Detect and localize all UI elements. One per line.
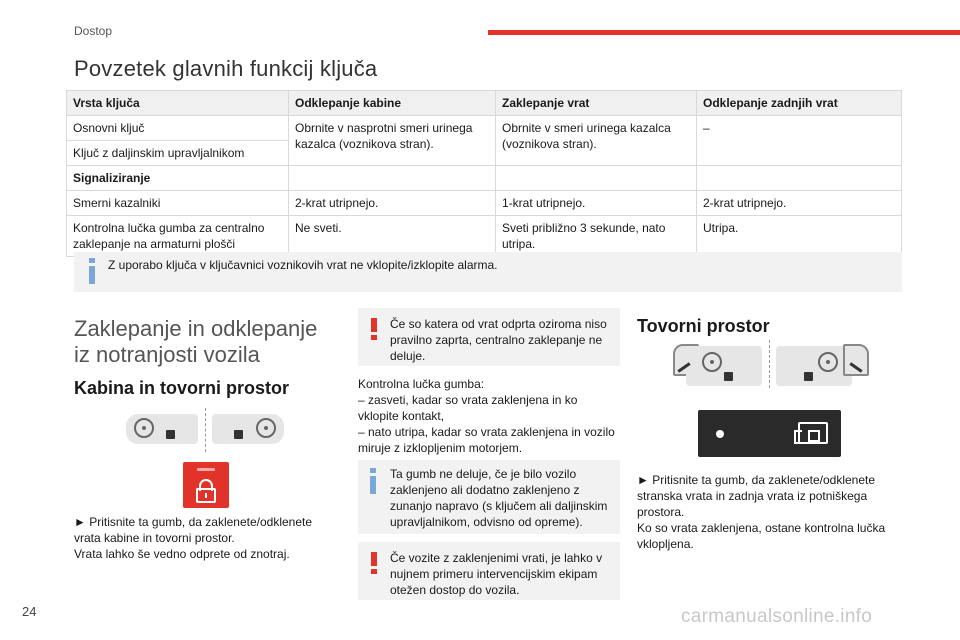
text-line: vrata kabine in tovorni prostor. [74,531,235,545]
table-cell: Smerni kazalniki [67,191,289,216]
text-line: ► Pritisnite ta gumb, da zaklenete/odklenete [74,515,313,529]
warning-note [358,308,620,366]
indicator-light [197,468,215,471]
text-line: Vrata lahko še vedno odprete od znotraj. [74,547,290,561]
warning-note [358,542,620,600]
table-row [67,216,902,257]
table-cell: Obrnite v smeri urinega kazalca (voznikova stran). [496,116,697,166]
warning-text: Če vozite z zaklenjenimi vrati, je lahko v nujnem primeru intervencijskim ekipam otežen dostop do vozila. [390,551,603,597]
table-subheading-cell: Signaliziranje [67,166,289,191]
info-icon [87,258,97,284]
table-cell: Ne sveti. [289,216,496,257]
text-line: stranska vrata in zadnja vrata iz potniškega [637,489,868,503]
dashboard-left-illustration [686,346,762,386]
table-cell: Utripa. [697,216,902,257]
table-cell: Sveti približno 3 sekunde, nato utripa. [496,216,697,257]
warning-icon [370,552,378,574]
warning-text: Če so katera od vrat odprta oziroma niso pravilno zaprta, centralno zaklepanje ne deluje. [390,317,607,363]
text-line: Kontrolna lučka gumba: [358,377,485,391]
subsection-title: Kabina in tovorni prostor [74,378,290,398]
table-cell: Ključ z daljinskim upravljalnikom [67,141,289,166]
key-functions-table [66,90,902,257]
section-title-line: Zaklepanje in odklepanje [74,316,318,341]
table-header-row [67,91,902,116]
side-door-right-illustration [843,344,869,376]
center-divider [769,340,770,388]
section-title-line: iz notranjosti vozila [74,342,260,367]
center-divider [205,408,206,452]
steering-wheel-icon [134,418,154,438]
table-header-cell: Odklepanje zadnjih vrat [697,91,902,116]
cargo-lock-button-illustration [698,410,841,457]
section-title [74,316,317,368]
info-icon [368,468,378,494]
lock-icon [804,372,813,381]
steering-wheel-icon [818,352,838,372]
dashboard-right-illustration [212,414,284,444]
table-cell: 2-krat utripnejo. [697,191,902,216]
page-number: 24 [22,604,37,619]
lock-icon [166,430,175,439]
table-cell: 1-krat utripnejo. [496,191,697,216]
table-cell: Kontrolna lučka gumba za centralno zaklepanje na armaturni plošči [67,216,289,257]
text-line: vklopljena. [637,537,694,551]
steering-wheel-icon [702,352,722,372]
steering-wheel-icon [256,418,276,438]
dashboard-left-illustration [126,414,198,444]
table-row [67,191,902,216]
section-header: Dostop [74,24,113,38]
cabin-instructions [74,514,344,562]
page-title: Povzetek glavnih funkcij ključa [74,56,378,81]
indicator-light [716,430,724,438]
table-header-cell: Odklepanje kabine [289,91,496,116]
subsection-title: Tovorni prostor [637,316,770,336]
warning-icon [370,318,378,340]
table-cell [697,166,902,191]
table-row [67,166,902,191]
info-note-text: Z uporabo ključa v ključavnici voznikovih vrat ne vklopite/izklopite alarma. [108,258,498,272]
header-accent-bar [488,30,960,35]
dashboard-right-illustration [776,346,852,386]
text-line: ► Pritisnite ta gumb, da zaklenete/odklenete [637,473,876,487]
table-cell [289,166,496,191]
watermark: carmanualsonline.info [681,606,873,627]
text-line: Ko so vrata zaklenjena, ostane kontrolna lučka [637,521,886,535]
table-header-cell: Vrsta ključa [67,91,289,116]
table-row [67,116,902,141]
lock-icon [724,372,733,381]
lock-icon [234,430,243,439]
text-line: – nato utripa, kadar so vrata zaklenjena in vozilo miruje z izklopljenim motorjem. [358,425,615,455]
text-line: – zasveti, kadar so vrata zaklenjena in ko vklopite kontakt, [358,393,578,423]
cargo-lock-icon [798,422,828,444]
table-cell: Obrnite v nasprotni smeri urinega kazalca (voznikova stran). [289,116,496,166]
indicator-description [358,376,620,456]
table-cell [496,166,697,191]
table-cell: Osnovni ključ [67,116,289,141]
table-header-cell: Zaklepanje vrat [496,91,697,116]
central-lock-button-illustration [183,462,229,508]
table-cell: – [697,116,902,166]
info-text: Ta gumb ne deluje, če je bilo vozilo zaklenjeno ali dodatno zaklenjeno z zunanjo napravo (s ključem ali daljinskim upravljalnikom, odvisno od opreme). [390,467,608,529]
cargo-instructions [637,472,907,552]
info-note [74,252,902,292]
table-cell: 2-krat utripnejo. [289,191,496,216]
info-note [358,460,620,534]
text-line: prostora. [637,505,685,519]
